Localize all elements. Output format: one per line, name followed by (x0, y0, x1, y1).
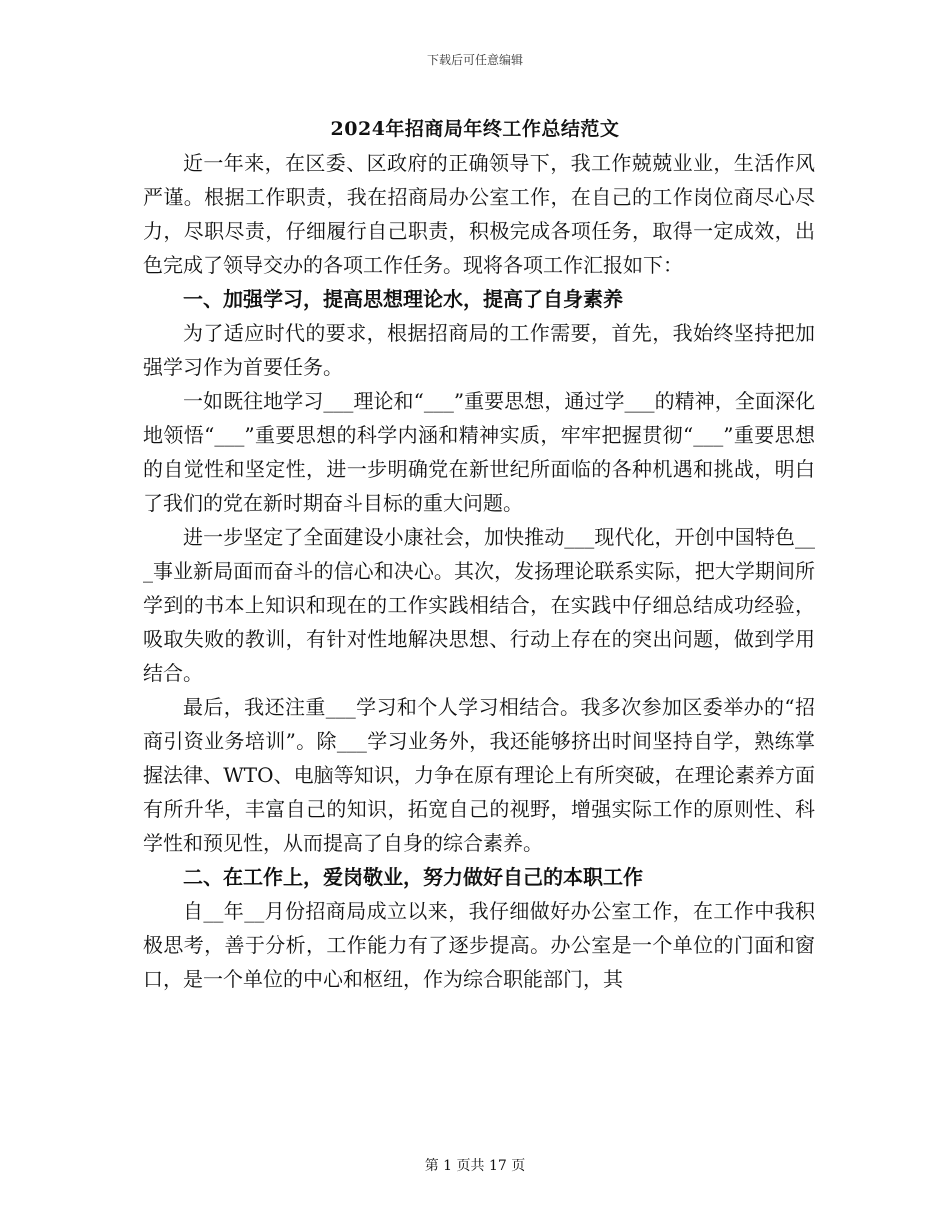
page-number: 第 1 页共 17 页 (424, 1158, 526, 1174)
paragraph-office-work: 自__年__月份招商局成立以来，我仔细做好办公室工作，在工作中我积极思考，善于分析，工作能力有了逐步提高。办公室是一个单位的门面和窗口，是一个单位的中心和枢纽，作为综合职能部门，其 (143, 899, 815, 991)
page-header-note: 下载后可任意编辑 (426, 53, 523, 67)
paragraph-study-priority: 为了适应时代的要求，根据招商局的工作需要，首先，我始终坚持把加强学习作为首要任务。 (143, 321, 815, 379)
paragraph-intro: 近一年来，在区委、区政府的正确领导下，我工作兢兢业业，生活作风严谨。根据工作职责，我在招商局办公室工作，在自己的工作岗位商尽心尽力，尽职尽责，仔细履行自己职责，积极完成各项任务，取得一定成效，出色完成了领导交办的各项工作任务。现将各项工作汇报如下： (143, 151, 815, 277)
document-body (143, 146, 815, 996)
paragraph-practice: 进一步坚定了全面建设小康社会，加快推动___现代化，开创中国特色___事业新局面而奋斗的信心和决心。其次，发扬理论联系实际，把大学期间所学到的书本上知识和现在的工作实践相结合，在实践中仔细总结成功经验，吸取失败的教训，有针对性地解决思想、行动上存在的突出问题，做到学用结合。 (143, 525, 815, 685)
section-heading-2: 二、在工作上，爱岗敬业，努力做好自己的本职工作 (183, 865, 643, 889)
section-heading-1: 一、加强学习，提高思想理论水，提高了自身素养 (183, 287, 623, 311)
paragraph-self-study: 最后，我还注重___学习和个人学习相结合。我多次参加区委举办的“招商引资业务培训”。除___学习业务外，我还能够挤出时间坚持自学，熟练掌握法律、WTO、电脑等知识，力争在原有理论上有所突破，在理论素养方面有所升华，丰富自己的知识，拓宽自己的视野，增强实际工作的原则性、科学性和预见性，从而提高了自身的综合素养。 (143, 695, 815, 855)
paragraph-theory-study: 一如既往地学习___理论和“___”重要思想，通过学___的精神，全面深化地领悟“___”重要思想的科学内涵和精神实质，牢牢把握贯彻“___”重要思想的自觉性和坚定性，进一步明确党在新世纪所面临的各种机遇和挑战，明白了我们的党在新时期奋斗目标的重大问题。 (143, 389, 815, 515)
document-title: 2024年招商局年终工作总结范文 (330, 118, 620, 140)
